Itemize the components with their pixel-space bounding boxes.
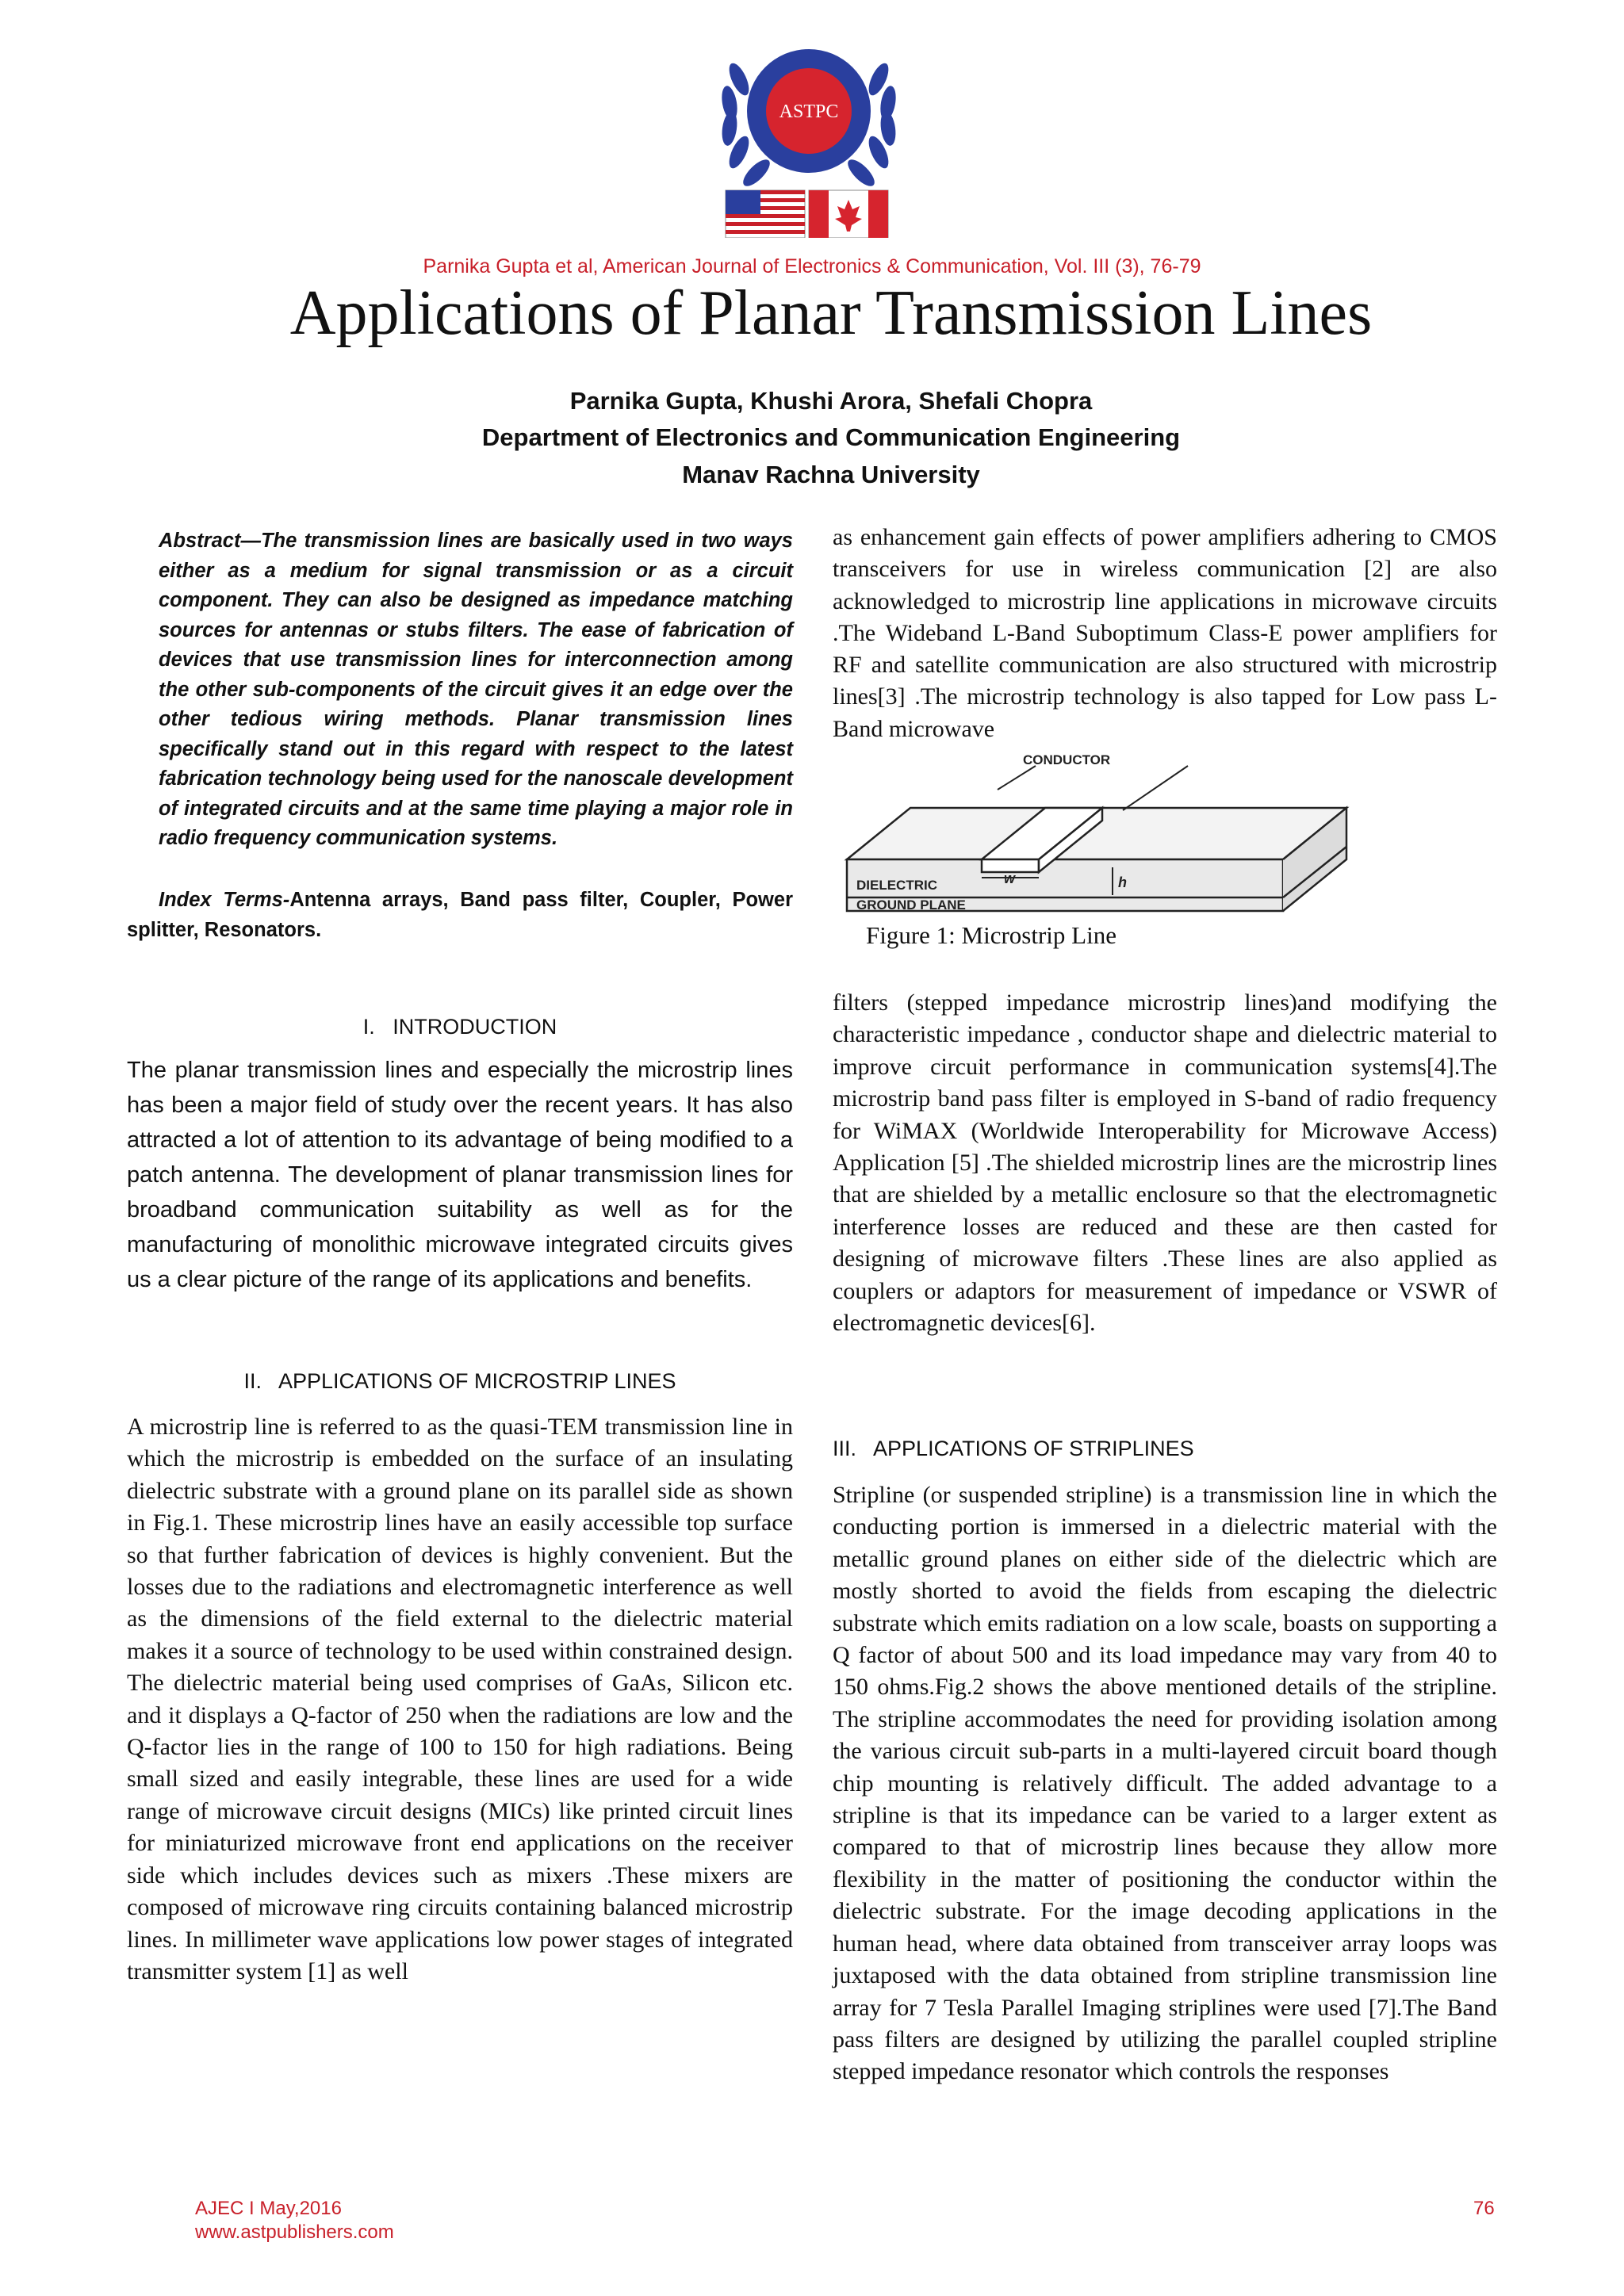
figure-caption: Figure 1: Microstrip Line	[866, 921, 1116, 949]
astpc-logo	[698, 24, 920, 238]
introduction-text: The planar transmission lines and especially the microstrip lines has been a major field of study over the recent years. It has also attracted a lot of attention to its advantage of being modified to a patch antenna. The development of planar transmission lines for broadband communication suitability as well as for the manufacturing of monolithic microwave integrated circuits gives us a clear picture of the range of its applications and benefits.	[127, 1058, 793, 1292]
page-number: 76	[1473, 2198, 1495, 2219]
label-w: w	[1004, 871, 1016, 886]
conductor-leader-line	[998, 766, 1036, 790]
label-dielectric: DIELECTRIC	[856, 878, 937, 893]
abstract-text: Abstract—The transmission lines are basically used in two ways either as a medium for signal transmission or as a circuit component. They can also be designed as impedance matching sources for antennas or stubs filters. The ease of fabrication of devices that use transmission lines for interconnection among the other sub-components of the circuit gives it an edge over the other tedious wiring methods. Planar transmission lines specifically stand out in this regard with respect to the latest fabrication technology being used for the nanoscale development of integrated circuits and at the same time playing a major role in radio frequency communication systems.	[159, 530, 793, 849]
page-title: Applications of Planar Transmission Lines	[289, 278, 1373, 348]
usa-flag-icon	[726, 190, 805, 238]
microstrip-continued-text: as enhancement gain effects of power amplifiers adhering to CMOS transceivers for use in wireless communication [2] are also acknowledged to microstrip line applications in microwave circuits .The Wideband L-Band Suboptimum Class-E power amplifiers for RF and satellite communication are also structured with microstrip lines[3] .The microstrip technology is also tapped for Low pass L-Band microwave	[833, 524, 1497, 742]
label-ground-plane: GROUND PLANE	[856, 897, 966, 913]
section-heading-microstrip: II. APPLICATIONS OF MICROSTRIP LINES	[243, 1369, 676, 1393]
abstract	[127, 526, 793, 854]
department: Department of Electronics and Communication Engineering	[481, 423, 1181, 451]
microstrip-text: A microstrip line is referred to as the quasi-TEM transmission line in which the microstrip is embedded on the surface of an insulating dielectric substrate with a ground plane on its parallel side as shown in Fig.1. These microstrip lines have an easily accessible top surface so that further fabrication of devices is highly convenient. But the losses due to the radiations and electromagnetic interference as well as the dimensions of the field external to the dielectric material makes it a source of technology to be used within constrained design. The dielectric material being used comprises of GaAs, Silicon etc. and it displays a Q-factor of 250 when the radiations are low and the Q-factor lies in the range of 100 to 150 for high radiations. Being small sized and easily integrable, these lines are used for a wide range of microwave circuit designs (MICs) like printed circuit lines for miniaturized microwave front end applications on the receiver side which includes devices such as mixers .These mixers are composed of microwave ring circuits containing balanced microstrip lines. In millimeter wave applications low power stages of integrated transmitter system [1] as well	[127, 1414, 793, 1984]
conductor-arrow	[1123, 766, 1188, 810]
section-heading-introduction: I. INTRODUCTION	[362, 1015, 557, 1039]
index-terms	[127, 885, 793, 945]
section-heading-striplines: III. APPLICATIONS OF STRIPLINES	[833, 1437, 1194, 1460]
university: Manav Rachna University	[682, 461, 980, 488]
index-terms-text: Antenna arrays, Band pass filter, Coupler, Power splitter, Resonators.	[127, 889, 793, 941]
stripline-text: Stripline (or suspended stripline) is a transmission line in which the conducting portion is immersed in a dielectric material with the metallic ground planes on either side of the dielectric which are mostly shorted to avoid the fields from escaping the dielectric substrate which emits radiation on a low scale, boasts on supporting a Q factor of about 500 and its load impedance may vary from 40 to 150 ohms.Fig.2 shows the above mentioned details of the stripline. The stripline accommodates the need for providing isolation among the various circuit sub-parts in a multi-layered circuit board though chip mounting is relatively difficult. The added advantage to a stripline is that its impedance can be varied to a larger extent as compared to that of microstrip lines because they allow more flexibility in the matter of positioning the conductor within the dielectric substrate. For the image decoding applications in the human head, where data obtained from transceiver array loops was juxtaposed with the data obtained from stripline transmission line array for 7 Tesla Parallel Imaging striplines were used [7].The Band pass filters are designed by utilizing the parallel coupled stripline stepped impedance resonator which controls the responses	[833, 1482, 1497, 2085]
logo-text: ASTPC	[779, 101, 839, 122]
authors: Parnika Gupta, Khushi Arora, Shefali Chopra	[569, 387, 1093, 415]
figure-microstrip-line	[839, 748, 1394, 919]
footer-url[interactable]: www.astpublishers.com	[195, 2221, 394, 2243]
label-h: h	[1118, 874, 1127, 890]
citation-line: Parnika Gupta et al, American Journal of Electronics & Communication, Vol. III (3), 76-79	[423, 255, 1201, 277]
microstrip-applications-text: filters (stepped impedance microstrip lines)and modifying the characteristic impedance , conductor shape and dielectric material to improve circuit performance in communication systems[4].The microstrip band pass filter is employed in S-band of radio frequency for WiMAX (Worldwide Interoperability for Microwave Access) Application [5] .The shielded microstrip lines are the microstrip lines that are shielded by a metallic enclosure so that the electromagnetic interference losses are reduced and these are then casted for designing of microwave filters .These lines are also applied as couplers or adaptors for measurement of impedance or VSWR of electromagnetic devices[6].	[833, 989, 1497, 1337]
footer-journal: AJEC I May,2016	[195, 2198, 342, 2219]
index-terms-label: Index Terms-	[159, 889, 290, 911]
label-conductor: CONDUCTOR	[1023, 752, 1111, 767]
canada-flag-icon	[809, 190, 888, 238]
